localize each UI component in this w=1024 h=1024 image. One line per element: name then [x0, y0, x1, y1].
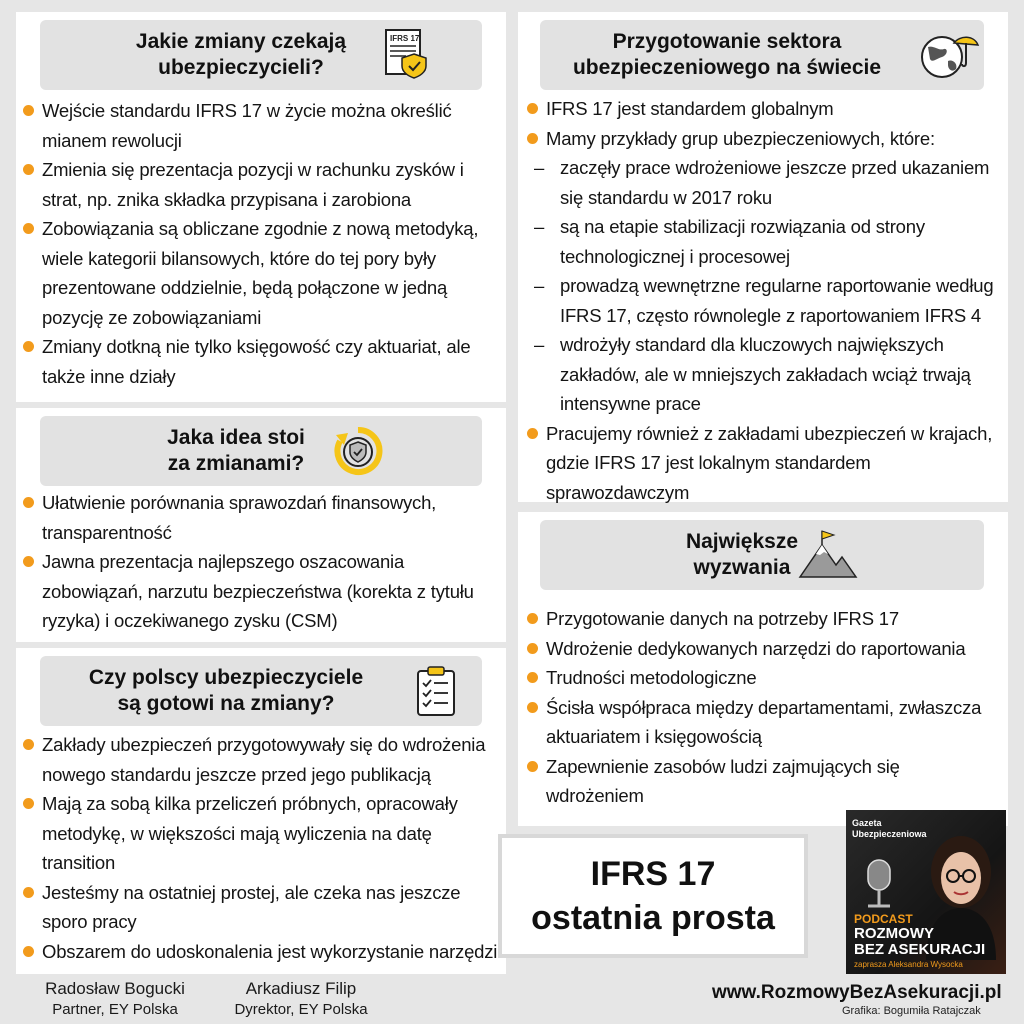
list-item: Ścisła współpraca między departamentami, zwłaszcza aktuariatem i księgowością	[526, 693, 1002, 752]
panel-idea-title: Jaka idea stoi za zmianami?	[167, 426, 305, 475]
panel-world-list	[526, 94, 1002, 507]
sub-list-item: – są na etapie stabilizacji rozwiązania od strony technologicznej i procesowej	[526, 212, 1002, 271]
graphics-credit: Grafika: Bogumiła Ratajczak	[842, 1005, 981, 1017]
list-item: Przygotowanie danych na potrzeby IFRS 17	[526, 604, 1002, 634]
list-item: Zobowiązania są obliczane zgodnie z nową metodyką, wiele kategorii bilansowych, które do tej pory były prezentowane oddzielnie, będą połączone w jedną pozycję ze zobowiązaniami	[22, 214, 502, 332]
sub-list-item: – prowadzą wewnętrzne regularne raportowanie według IFRS 17, często równolegle z raportowaniem IFRS 4	[526, 271, 1002, 330]
panel-idea	[16, 408, 506, 642]
list-item: Mają za sobą kilka przeliczeń próbnych, opracowały metodykę, w większości mają wyliczenia na datę transition	[22, 789, 502, 878]
list-item: Pracujemy również z zakładami ubezpieczeń w krajach, gdzie IFRS 17 jest lokalnym standardem sprawozdawczym	[526, 419, 1002, 508]
website-link[interactable]: www.RozmowyBezAsekuracji.pl	[712, 982, 1002, 1003]
sub-list	[526, 153, 1002, 419]
list-item: Wdrożenie dedykowanych narzędzi do raportowania	[526, 634, 1002, 664]
main-title-line1: IFRS 17	[590, 855, 716, 893]
mountain-flag-icon	[796, 529, 858, 581]
list-item: Trudności metodologiczne	[526, 663, 1002, 693]
globe-umbrella-icon	[918, 29, 980, 81]
list-item: Jawna prezentacja najlepszego oszacowania zobowiązań, narzutu bezpieczeństwa (korekta z tytułu ryzyka) i oczekiwanego zysku (CSM)	[22, 547, 502, 636]
list-item: Wejście standardu IFRS 17 w życie można określić mianem rewolucji	[22, 96, 502, 155]
author-name: Arkadiusz Filip	[245, 979, 357, 998]
panel-challenges	[518, 512, 1008, 826]
panel-changes	[16, 12, 506, 402]
panel-changes-list	[22, 96, 502, 391]
panel-idea-header	[40, 416, 482, 486]
publisher-name: Gazeta Ubezpieczeniowa	[852, 818, 927, 839]
host-credit: zaprasza Aleksandra Wysocka	[854, 960, 963, 969]
list-item: Mamy przykłady grup ubezpieczeniowych, które: – zaczęły prace wdrożeniowe jeszcze przed ukazaniem się standardu w 2017 roku – są na etapie stabilizacji rozwiązania od strony technologicznej i procesowej – prowadzą wewnętrzne regularne raportowanie według IFRS 17, często równolegle z raportowaniem IFRS 4 – wdrożyły standard dla kluczowych największych zakładów, ale w mniejszych zakładach wciąż trwają intensywne prace	[526, 124, 1002, 419]
panel-readiness-header	[40, 656, 482, 726]
list-item: IFRS 17 jest standardem globalnym	[526, 94, 1002, 124]
panel-world-header	[540, 20, 984, 90]
refresh-shield-icon	[332, 425, 384, 477]
panel-changes-title: Jakie zmiany czekają ubezpieczycieli?	[135, 30, 347, 79]
sub-list-item: – wdrożyły standard dla kluczowych największych zakładów, ale w mniejszych zakładach wciąż trwają intensywne prace	[526, 330, 1002, 419]
microphone-icon	[854, 856, 904, 910]
panel-challenges-header	[540, 520, 984, 590]
list-item: Zmienia się prezentacja pozycji w rachunku zysków i strat, np. znika składka przypisana i zarobiona	[22, 155, 502, 214]
panel-readiness	[16, 648, 506, 974]
checklist-clipboard-icon	[410, 665, 462, 717]
list-item: Zmiany dotkną nie tylko księgowość czy aktuariat, ale także inne działy	[22, 332, 502, 391]
list-item: Obszarem do udoskonalenia jest wykorzystanie narzędzi	[22, 937, 502, 967]
author-2	[206, 978, 396, 1020]
main-title-box	[498, 834, 808, 958]
panel-readiness-list	[22, 730, 502, 966]
show-title-line1: ROZMOWY	[854, 925, 934, 942]
panel-world	[518, 12, 1008, 502]
author-name: Radosław Bogucki	[45, 979, 185, 998]
author-role: Partner, EY Polska	[52, 1001, 178, 1018]
panel-world-title: Przygotowanie sektora ubezpieczeniowego na świecie	[572, 30, 882, 79]
list-item: Jesteśmy na ostatniej prostej, ale czeka nas jeszcze sporo pracy	[22, 878, 502, 937]
author-1	[20, 978, 210, 1020]
ifrs-document-shield-icon	[380, 28, 432, 80]
list-item: Zakłady ubezpieczeń przygotowywały się do wdrożenia nowego standardu jeszcze przed jego publikacją	[22, 730, 502, 789]
main-title-line2: ostatnia prosta	[531, 899, 775, 937]
svg-text:IFRS 17: IFRS 17	[390, 34, 420, 43]
panel-idea-list	[22, 488, 502, 636]
panel-challenges-list	[526, 604, 1002, 811]
author-role: Dyrektor, EY Polska	[234, 1001, 368, 1018]
panel-readiness-title: Czy polscy ubezpieczyciele są gotowi na zmiany?	[88, 666, 364, 715]
panel-challenges-title: Największe wyzwania	[685, 530, 799, 579]
list-item: Zapewnienie zasobów ludzi zajmujących się wdrożeniem	[526, 752, 1002, 811]
list-item: Ułatwienie porównania sprawozdań finansowych, transparentność	[22, 488, 502, 547]
podcast-cover[interactable]	[846, 810, 1006, 974]
sub-list-item: – zaczęły prace wdrożeniowe jeszcze przed ukazaniem się standardu w 2017 roku	[526, 153, 1002, 212]
panel-changes-header	[40, 20, 482, 90]
podcast-label: PODCAST	[854, 912, 913, 926]
show-title-line2: BEZ ASEKURACJI	[854, 941, 986, 958]
